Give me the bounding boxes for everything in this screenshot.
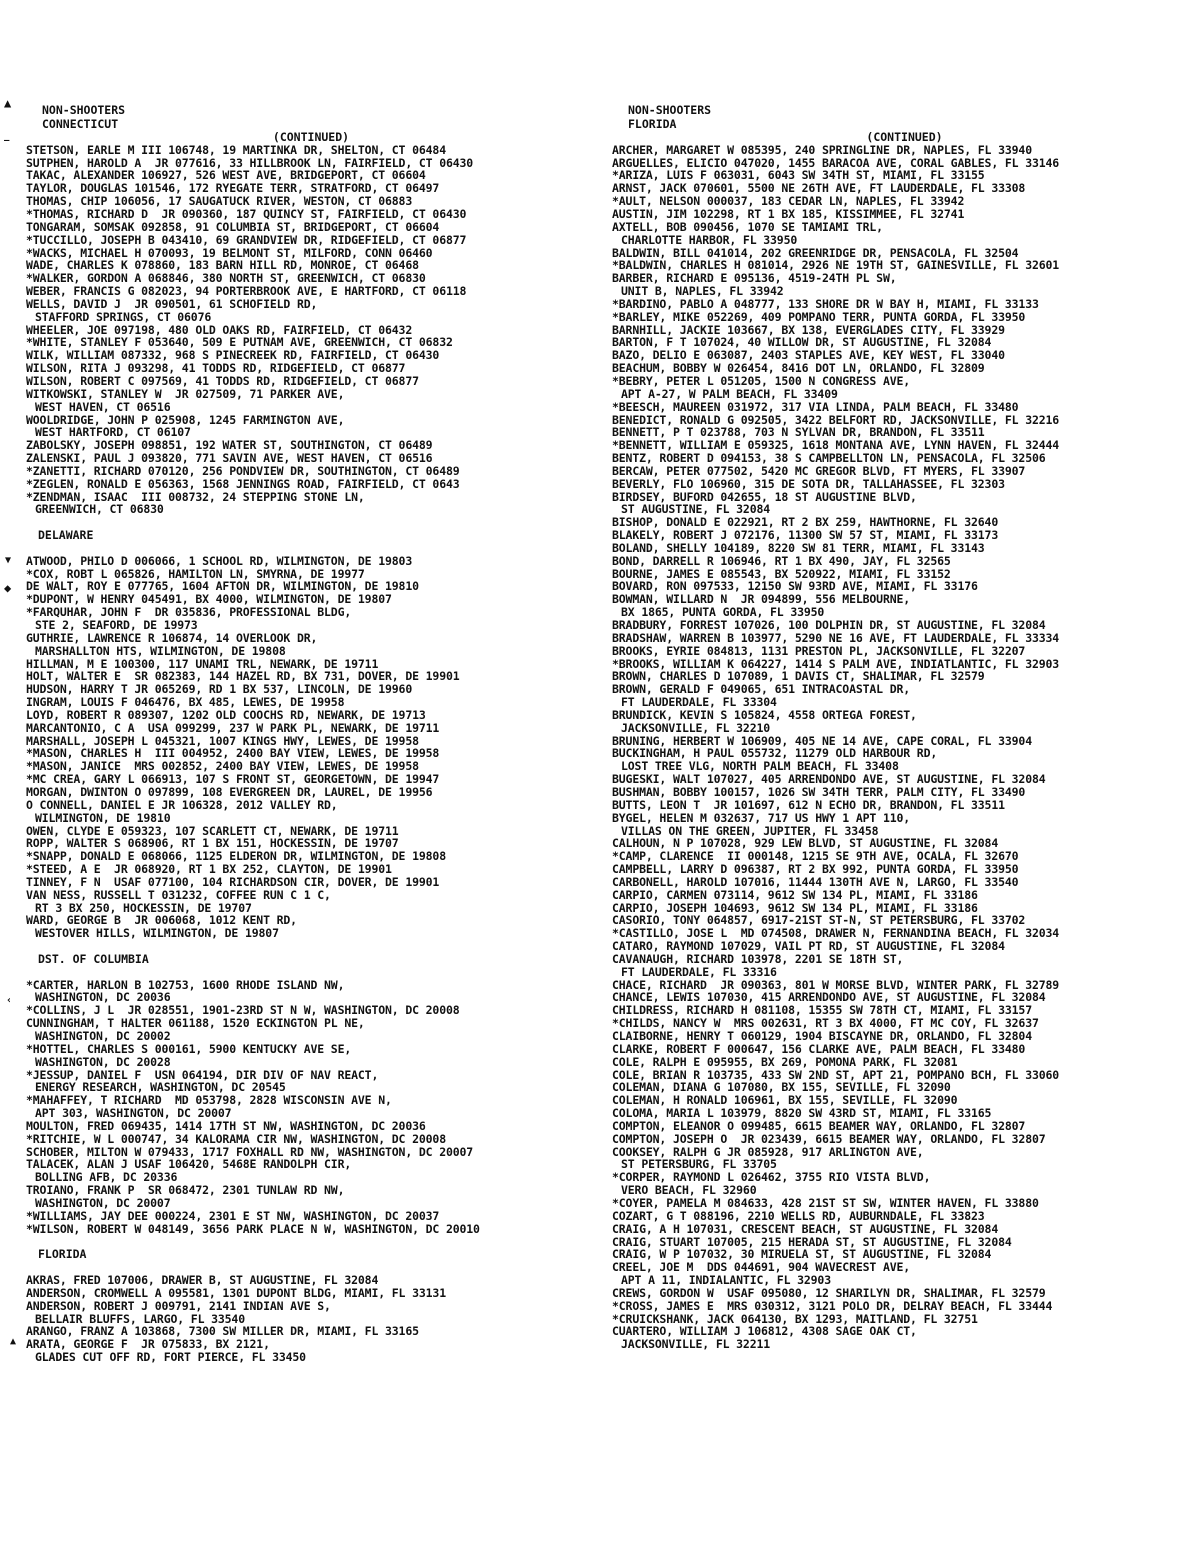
listing-entry: BOURNE, JAMES E 085543, BX 520922, MIAMI, FL 33152: [612, 566, 951, 581]
listing-entry: *BARLEY, MIKE 052269, 409 POMPANO TERR, PUNTA GORDA, FL 33950: [612, 309, 1026, 324]
listing-entry: BENNETT, P T 023788, 703 N SYLVAN DR, BRANDON, FL 33511: [612, 425, 985, 440]
listing-continuation: STE 2, SEAFORD, DE 19973: [35, 618, 198, 633]
listing-entry: HILLMAN, M E 100300, 117 UNAMI TRL, NEWARK, DE 19711: [26, 656, 379, 671]
listing-entry: *DUPONT, W HENRY 045491, BX 4000, WILMINGTON, DE 19807: [26, 592, 392, 607]
listing-entry: TALACEK, ALAN J USAF 106420, 5468E RANDOLPH CIR,: [26, 1157, 352, 1172]
listing-entry: *RITCHIE, W L 000747, 34 KALORAMA CIR NW, WASHINGTON, DC 20008: [26, 1131, 446, 1146]
listing-entry: SCHOBER, MILTON W 079433, 1717 FOXHALL RD NW, WASHINGTON, DC 20007: [26, 1144, 474, 1159]
listing-entry: BUGESKI, WALT 107027, 405 ARRENDONDO AVE, ST AUGUSTINE, FL 32084: [612, 772, 1046, 787]
listing-entry: CAMPBELL, LARRY D 096387, RT 2 BX 992, PUNTA GORDA, FL 33950: [612, 862, 1019, 877]
listing-entry: BOVARD, RON 097533, 12150 SW 93RD AVE, MIAMI, FL 33176: [612, 579, 978, 594]
listing-entry: ROPP, WALTER S 068906, RT 1 BX 151, HOCKESSIN, DE 19707: [26, 836, 399, 851]
listing-entry: ATWOOD, PHILO D 006066, 1 SCHOOL RD, WILMINGTON, DE 19803: [26, 553, 413, 568]
listing-entry: CUARTERO, WILLIAM J 106812, 4308 SAGE OAK CT,: [612, 1324, 917, 1339]
listing-entry: *WILLIAMS, JAY DEE 000224, 2301 E ST NW, WASHINGTON, DC 20037: [26, 1208, 440, 1223]
listing-entry: BEACHUM, BOBBY W 026454, 8416 DOT LN, ORLANDO, FL 32809: [612, 361, 985, 376]
listing-entry: BUSHMAN, BOBBY 100157, 1026 SW 34TH TERR, PALM CITY, FL 33490: [612, 784, 1026, 799]
listing-entry: CRAIG, W P 107032, 30 MIRUELA ST, ST AUGUSTINE, FL 32084: [612, 1247, 992, 1262]
listing-entry: BLAKELY, ROBERT J 072176, 11300 SW 57 ST, MIAMI, FL 33173: [612, 528, 999, 543]
scan-mark-arrow: ▲: [4, 96, 12, 110]
right-state-title: FLORIDA: [628, 117, 677, 131]
listing-entry: LOYD, ROBERT R 089307, 1202 OLD COOCHS RD, NEWARK, DE 19713: [26, 707, 426, 722]
listing-continuation: APT A-27, W PALM BEACH, FL 33409: [621, 386, 838, 401]
listing-entry: MARSHALL, JOSEPH L 045321, 1007 KINGS HWY, LEWES, DE 19958: [26, 733, 419, 748]
listing-entry: *CAMP, CLARENCE II 000148, 1215 SE 9TH AVE, OCALA, FL 32670: [612, 849, 1019, 864]
listing-entry: WILK, WILLIAM 087332, 968 S PINECREEK RD, FAIRFIELD, CT 06430: [26, 348, 440, 363]
listing-entry: *WACKS, MICHAEL H 070093, 19 BELMONT ST, MILFORD, CONN 06460: [26, 245, 433, 260]
listing-continuation: ST PETERSBURG, FL 33705: [621, 1157, 777, 1172]
listing-continuation: BOLLING AFB, DC 20336: [35, 1170, 178, 1185]
listing-entry: COLE, BRIAN R 103735, 433 SW 2ND ST, APT 21, POMPANO BCH, FL 33060: [612, 1067, 1060, 1082]
listing-continuation: UNIT B, NAPLES, FL 33942: [621, 284, 784, 299]
listing-entry: ANDERSON, CROMWELL A 095581, 1301 DUPONT BLDG, MIAMI, FL 33131: [26, 1285, 446, 1300]
listing-entry: CALHOUN, N P 107028, 929 LEW BLVD, ST AUGUSTINE, FL 32084: [612, 836, 999, 851]
listing-continuation: CHARLOTTE HARBOR, FL 33950: [621, 232, 798, 247]
listing-entry: *WALKER, GORDON A 068846, 380 NORTH ST, GREENWICH, CT 06830: [26, 271, 426, 286]
listing-entry: CLARKE, ROBERT F 000647, 156 CLARKE AVE, PALM BEACH, FL 33480: [612, 1041, 1026, 1056]
listing-entry: BERCAW, PETER 077502, 5420 MC GREGOR BLVD, FT MYERS, FL 33907: [612, 463, 1026, 478]
listing-entry: *COX, ROBT L 065826, HAMILTON LN, SMYRNA, DE 19977: [26, 566, 365, 581]
listing-entry: MORGAN, DWINTON O 097899, 108 EVERGREEN DR, LAUREL, DE 19956: [26, 784, 433, 799]
scan-mark-hook: ▲: [10, 1336, 17, 1347]
state-heading: DELAWARE: [38, 528, 94, 543]
listing-entry: CHACE, RICHARD JR 090363, 801 W MORSE BLVD, WINTER PARK, FL 32789: [612, 977, 1060, 992]
listing-continuation: FT LAUDERDALE, FL 33304: [621, 695, 777, 710]
listing-entry: HUDSON, HARRY T JR 065269, RD 1 BX 537, LINCOLN, DE 19960: [26, 682, 413, 697]
listing-continuation: STAFFORD SPRINGS, CT 06076: [35, 309, 212, 324]
listing-entry: TINNEY, F N USAF 077100, 104 RICHARDSON CIR, DOVER, DE 19901: [26, 874, 440, 889]
listing-entry: AUSTIN, JIM 102298, RT 1 BX 185, KISSIMMEE, FL 32741: [612, 207, 965, 222]
listing-continuation: LOST TREE VLG, NORTH PALM BEACH, FL 33408: [621, 759, 899, 774]
listing-entry: *THOMAS, RICHARD D JR 090360, 187 QUINCY ST, FAIRFIELD, CT 06430: [26, 207, 467, 222]
listing-entry: ARANGO, FRANZ A 103868, 7300 SW MILLER DR, MIAMI, FL 33165: [26, 1324, 419, 1339]
listing-entry: WARD, GEORGE B JR 006068, 1012 KENT RD,: [26, 913, 297, 928]
listing-entry: ZALENSKI, PAUL J 093820, 771 SAVIN AVE, WEST HAVEN, CT 06516: [26, 451, 433, 466]
listing-continuation: FT LAUDERDALE, FL 33316: [621, 964, 777, 979]
listing-entry: *BEESCH, MAUREEN 031972, 317 VIA LINDA, PALM BEACH, FL 33480: [612, 399, 1019, 414]
listing-entry: *CROSS, JAMES E MRS 030312, 3121 POLO DR, DELRAY BEACH, FL 33444: [612, 1298, 1053, 1313]
listing-entry: BOND, DARRELL R 106946, RT 1 BX 490, JAY, FL 32565: [612, 553, 951, 568]
listing-entry: THOMAS, CHIP 106056, 17 SAUGATUCK RIVER, WESTON, CT 06883: [26, 194, 413, 209]
listing-entry: BRADSHAW, WARREN B 103977, 5290 NE 16 AVE, FT LAUDERDALE, FL 33334: [612, 630, 1060, 645]
listing-entry: COLE, RALPH E 095955, BX 269, POMONA PARK, FL 32081: [612, 1054, 958, 1069]
listing-entry: WOOLDRIDGE, JOHN P 025908, 1245 FARMINGTON AVE,: [26, 412, 345, 427]
listing-entry: COLEMAN, H RONALD 106961, BX 155, SEVILLE, FL 32090: [612, 1093, 958, 1108]
listing-entry: MARCANTONIO, C A USA 099299, 237 W PARK PL, NEWARK, DE 19711: [26, 720, 440, 735]
listing-entry: *COLLINS, J L JR 028551, 1901-23RD ST N W, WASHINGTON, DC 20008: [26, 1003, 460, 1018]
listing-entry: COMPTON, JOSEPH O JR 023439, 6615 BEAMER WAY, ORLANDO, FL 32807: [612, 1131, 1046, 1146]
listing-entry: BROWN, GERALD F 049065, 651 INTRACOASTAL DR,: [612, 682, 911, 697]
listing-entry: DE WALT, ROY E 077765, 1604 AFTON DR, WILMINGTON, DE 19810: [26, 579, 419, 594]
listing-entry: BUCKINGHAM, H PAUL 055732, 11279 OLD HARBOUR RD,: [612, 746, 938, 761]
listing-entry: BENTZ, ROBERT D 094153, 38 S CAMPBELLTON LN, PENSACOLA, FL 32506: [612, 451, 1046, 466]
listing-continuation: RT 3 BX 250, HOCKESSIN, DE 19707: [35, 900, 252, 915]
scan-mark-tick: ▼: [5, 555, 12, 566]
listing-entry: WILSON, ROBERT C 097569, 41 TODDS RD, RIDGEFIELD, CT 06877: [26, 373, 419, 388]
listing-entry: CREWS, GORDON W USAF 095080, 12 SHARILYN DR, SHALIMAR, FL 32579: [612, 1285, 1046, 1300]
listing-entry: CLAIBORNE, HENRY T 060129, 1904 BISCAYNE DR, ORLANDO, FL 32804: [612, 1029, 1032, 1044]
listing-continuation: BELLAIR BLUFFS, LARGO, FL 33540: [35, 1311, 245, 1326]
listing-entry: VAN NESS, RUSSELL T 031232, COFFEE RUN C 1 C,: [26, 887, 331, 902]
listing-entry: BRADBURY, FORREST 107026, 100 DOLPHIN DR, ST AUGUSTINE, FL 32084: [612, 618, 1046, 633]
listing-entry: *CARTER, HARLON B 102753, 1600 RHODE ISLAND NW,: [26, 977, 345, 992]
listing-entry: CRAIG, A H 107031, CRESCENT BEACH, ST AUGUSTINE, FL 32084: [612, 1221, 999, 1236]
scan-mark-bullet: ◆: [4, 581, 12, 595]
listing-entry: BUTTS, LEON T JR 101697, 612 N ECHO DR, BRANDON, FL 33511: [612, 797, 1005, 812]
listing-entry: WADE, CHARLES K 078860, 183 BARN HILL RD, MONROE, CT 06468: [26, 258, 419, 273]
scan-mark-lt: ‹: [6, 995, 13, 1006]
listing-entry: *ZEGLEN, RONALD E 056363, 1568 JENNINGS ROAD, FAIRFIELD, CT 0643: [26, 476, 460, 491]
spacer: [26, 966, 596, 979]
listing-entry: GUTHRIE, LAWRENCE R 106874, 14 OVERLOOK DR,: [26, 630, 318, 645]
listing-entry: AKRAS, FRED 107006, DRAWER B, ST AUGUSTINE, FL 32084: [26, 1273, 379, 1288]
right-column: [612, 103, 1197, 1351]
listing-entry: *ARIZA, LUIS F 063031, 6043 SW 34TH ST, MIAMI, FL 33155: [612, 168, 985, 183]
listing-entry: BENEDICT, RONALD G 092505, 3422 BELFORT RD, JACKSONVILLE, FL 32216: [612, 412, 1060, 427]
listing-entry: BARNHILL, JACKIE 103667, BX 138, EVERGLADES CITY, FL 33929: [612, 322, 1005, 337]
listing-entry: *MASON, CHARLES H III 004952, 2400 BAY VIEW, LEWES, DE 19958: [26, 746, 440, 761]
listing-entry: WILSON, RITA J 093298, 41 TODDS RD, RIDGEFIELD, CT 06877: [26, 361, 406, 376]
listing-entry: WITKOWSKI, STANLEY W JR 027509, 71 PARKER AVE,: [26, 386, 345, 401]
listing-entry: SUTPHEN, HAROLD A JR 077616, 33 HILLBROOK LN, FAIRFIELD, CT 06430: [26, 155, 474, 170]
listing-continuation: ST AUGUSTINE, FL 32084: [621, 502, 771, 517]
listing-entry: BEVERLY, FLO 106960, 315 DE SOTA DR, TALLAHASSEE, FL 32303: [612, 476, 1005, 491]
listing-continuation: VILLAS ON THE GREEN, JUPITER, FL 33458: [621, 823, 879, 838]
left-column: [26, 103, 596, 1364]
listing-entry: *WILSON, ROBERT W 048149, 3656 PARK PLACE N W, WASHINGTON, DC 20010: [26, 1221, 480, 1236]
listing-continuation: JACKSONVILLE, FL 32210: [621, 720, 771, 735]
right-listing: [612, 144, 1197, 1351]
listing-entry: HOLT, WALTER E SR 082383, 144 HAZEL RD, BX 731, DOVER, DE 19901: [26, 669, 460, 684]
listing-entry: COOKSEY, RALPH G JR 085928, 917 ARLINGTON AVE,: [612, 1144, 924, 1159]
listing-entry: CARBONELL, HAROLD 107016, 11444 130TH AVE N, LARGO, FL 33540: [612, 874, 1019, 889]
listing-entry: *ZENDMAN, ISAAC III 008732, 24 STEPPING STONE LN,: [26, 489, 365, 504]
listing-entry: *TUCCILLO, JOSEPH B 043410, 69 GRANDVIEW DR, RIDGEFIELD, CT 06877: [26, 232, 467, 247]
listing-entry: *BROOKS, WILLIAM K 064227, 1414 S PALM AVE, INDIATLANTIC, FL 32903: [612, 656, 1060, 671]
listing-entry: *BEBRY, PETER L 051205, 1500 N CONGRESS AVE,: [612, 373, 911, 388]
listing-entry: *CHILDS, NANCY W MRS 002631, RT 3 BX 4000, FT MC COY, FL 32637: [612, 1016, 1039, 1031]
listing-entry: ANDERSON, ROBERT J 009791, 2141 INDIAN AVE S,: [26, 1298, 331, 1313]
listing-entry: *WHITE, STANLEY F 053640, 509 E PUTNAM AVE, GREENWICH, CT 06832: [26, 335, 453, 350]
listing-entry: *MASON, JANICE MRS 002852, 2400 BAY VIEW, LEWES, DE 19958: [26, 759, 419, 774]
right-continued-label: (CONTINUED): [866, 130, 943, 144]
listing-entry: ARCHER, MARGARET W 085395, 240 SPRINGLINE DR, NAPLES, FL 33940: [612, 142, 1032, 157]
listing-entry: *STEED, A E JR 068920, RT 1 BX 252, CLAYTON, DE 19901: [26, 862, 392, 877]
listing-entry: TONGARAM, SOMSAK 092858, 91 COLUMBIA ST, BRIDGEPORT, CT 06604: [26, 219, 440, 234]
listing-entry: BAZO, DELIO E 063087, 2403 STAPLES AVE, KEY WEST, FL 33040: [612, 348, 1005, 363]
listing-entry: BROOKS, EYRIE 084813, 1131 PRESTON PL, JACKSONVILLE, FL 32207: [612, 643, 1026, 658]
listing-entry: CARPIO, CARMEN 073114, 9612 SW 134 PL, MIAMI, FL 33186: [612, 887, 978, 902]
listing-continuation: WILMINGTON, DE 19810: [35, 810, 171, 825]
listing-continuation: WEST HAVEN, CT 06516: [35, 399, 171, 414]
listing-entry: CARPIO, JOSEPH 104693, 9612 SW 134 PL, MIAMI, FL 33186: [612, 900, 978, 915]
listing-entry: CHANCE, LEWIS 107030, 415 ARRENDONDO AVE, ST AUGUSTINE, FL 32084: [612, 990, 1046, 1005]
listing-entry: *SNAPP, DONALD E 068066, 1125 ELDERON DR, WILMINGTON, DE 19808: [26, 849, 446, 864]
listing-continuation: WASHINGTON, DC 20002: [35, 1029, 171, 1044]
listing-continuation: APT 303, WASHINGTON, DC 20007: [35, 1106, 232, 1121]
listing-entry: ARGUELLES, ELICIO 047020, 1455 BARACOA AVE, CORAL GABLES, FL 33146: [612, 155, 1060, 170]
listing-entry: CAVANAUGH, RICHARD 103978, 2201 SE 18TH ST,: [612, 951, 904, 966]
listing-continuation: VERO BEACH, FL 32960: [621, 1183, 757, 1198]
listing-entry: CATARO, RAYMOND 107029, VAIL PT RD, ST AUGUSTINE, FL 32084: [612, 939, 1005, 954]
listing-entry: COLEMAN, DIANA G 107080, BX 155, SEVILLE, FL 32090: [612, 1080, 951, 1095]
listing-entry: CRAIG, STUART 107005, 215 HERADA ST, ST AUGUSTINE, FL 32084: [612, 1234, 1012, 1249]
listing-entry: INGRAM, LOUIS F 046476, BX 485, LEWES, DE 19958: [26, 695, 345, 710]
listing-entry: WELLS, DAVID J JR 090501, 61 SCHOFIELD RD,: [26, 296, 318, 311]
listing-entry: CREEL, JOE M DDS 044691, 904 WAVECREST AVE,: [612, 1260, 911, 1275]
listing-continuation: JACKSONVILLE, FL 32211: [621, 1337, 771, 1352]
listing-entry: *JESSUP, DANIEL F USN 064194, DIR DIV OF NAV REACT,: [26, 1067, 379, 1082]
listing-entry: BARBER, RICHARD E 095136, 4519-24TH PL SW,: [612, 271, 897, 286]
listing-entry: WHEELER, JOE 097198, 480 OLD OAKS RD, FAIRFIELD, CT 06432: [26, 322, 413, 337]
listing-entry: MOULTON, FRED 069435, 1414 17TH ST NW, WASHINGTON, DC 20036: [26, 1118, 426, 1133]
listing-entry: BOWMAN, WILLARD N JR 094899, 556 MELBOURNE,: [612, 592, 911, 607]
listing-entry: STETSON, EARLE M III 106748, 19 MARTINKA DR, SHELTON, CT 06484: [26, 142, 446, 157]
listing-entry: *COYER, PAMELA M 084633, 428 21ST ST SW, WINTER HAVEN, FL 33880: [612, 1195, 1039, 1210]
listing-entry: TAYLOR, DOUGLAS 101546, 172 RYEGATE TERR, STRATFORD, CT 06497: [26, 181, 440, 196]
listing-entry: BRUNDICK, KEVIN S 105824, 4558 ORTEGA FOREST,: [612, 707, 917, 722]
listing-entry: COLOMA, MARIA L 103979, 8820 SW 43RD ST, MIAMI, FL 33165: [612, 1106, 992, 1121]
listing-entry: BALDWIN, BILL 041014, 202 GREENRIDGE DR, PENSACOLA, FL 32504: [612, 245, 1019, 260]
listing-entry: BRUNING, HERBERT W 106909, 405 NE 14 AVE, CAPE CORAL, FL 33904: [612, 733, 1032, 748]
listing-entry: CASORIO, TONY 064857, 6917-21ST ST-N, ST PETERSBURG, FL 33702: [612, 913, 1026, 928]
listing-entry: O CONNELL, DANIEL E JR 106328, 2012 VALLEY RD,: [26, 797, 338, 812]
spacer: [26, 516, 596, 529]
listing-entry: ARNST, JACK 070601, 5500 NE 26TH AVE, FT LAUDERDALE, FL 33308: [612, 181, 1026, 196]
left-listing: [26, 144, 596, 1364]
listing-entry: *AULT, NELSON 000037, 183 CEDAR LN, NAPLES, FL 33942: [612, 194, 965, 209]
listing-entry: BYGEL, HELEN M 032637, 717 US HWY 1 APT 110,: [612, 810, 911, 825]
right-section-title: NON-SHOOTERS: [628, 103, 712, 117]
listing-entry: WEBER, FRANCIS G 082023, 94 PORTERBROOK AVE, E HARTFORD, CT 06118: [26, 284, 467, 299]
listing-entry: *FARQUHAR, JOHN F DR 035836, PROFESSIONAL BLDG,: [26, 605, 352, 620]
listing-entry: TAKAC, ALEXANDER 106927, 526 WEST AVE, BRIDGEPORT, CT 06604: [26, 168, 426, 183]
listing-entry: BIRDSEY, BUFORD 042655, 18 ST AUGUSTINE BLVD,: [612, 489, 917, 504]
listing-continuation: WASHINGTON, DC 20028: [35, 1054, 171, 1069]
spacer: [26, 1236, 596, 1249]
listing-continuation: MARSHALLTON HTS, WILMINGTON, DE 19808: [35, 643, 286, 658]
listing-entry: CHILDRESS, RICHARD H 081108, 15355 SW 78TH CT, MIAMI, FL 33157: [612, 1003, 1032, 1018]
listing-entry: AXTELL, BOB 090456, 1070 SE TAMIAMI TRL,: [612, 219, 883, 234]
listing-entry: *MC CREA, GARY L 066913, 107 S FRONT ST, GEORGETOWN, DE 19947: [26, 772, 440, 787]
listing-entry: *CRUICKSHANK, JACK 064130, BX 1293, MAITLAND, FL 32751: [612, 1311, 978, 1326]
listing-entry: *ZANETTI, RICHARD 070120, 256 PONDVIEW DR, SOUTHINGTON, CT 06489: [26, 463, 460, 478]
listing-entry: COZART, G T 088196, 2210 WELLS RD, AUBURNDALE, FL 33823: [612, 1208, 985, 1223]
scan-mark-dash: —: [4, 136, 10, 146]
listing-entry: COMPTON, ELEANOR O 099485, 6615 BEAMER WAY, ORLANDO, FL 32807: [612, 1118, 1026, 1133]
state-heading: DST. OF COLUMBIA: [38, 951, 149, 966]
listing-entry: TROIANO, FRANK P SR 068472, 2301 TUNLAW RD NW,: [26, 1183, 345, 1198]
spacer: [26, 542, 596, 555]
state-heading: FLORIDA: [38, 1247, 87, 1262]
listing-entry: ZABOLSKY, JOSEPH 098851, 192 WATER ST, SOUTHINGTON, CT 06489: [26, 438, 433, 453]
left-continued-label: (CONTINUED): [272, 130, 350, 144]
listing-continuation: APT A 11, INDIALANTIC, FL 32903: [621, 1273, 831, 1288]
listing-entry: BOLAND, SHELLY 104189, 8220 SW 81 TERR, MIAMI, FL 33143: [612, 540, 985, 555]
listing-entry: BISHOP, DONALD E 022921, RT 2 BX 259, HAWTHORNE, FL 32640: [612, 515, 999, 530]
listing-entry: *CORPER, RAYMOND L 026462, 3755 RIO VISTA BLVD,: [612, 1170, 931, 1185]
listing-continuation: WESTOVER HILLS, WILMINGTON, DE 19807: [35, 926, 279, 941]
listing-continuation: WASHINGTON, DC 20007: [35, 1195, 171, 1210]
listing-entry: BARTON, F T 107024, 40 WILLOW DR, ST AUGUSTINE, FL 32084: [612, 335, 992, 350]
listing-entry: *BENNETT, WILLIAM E 059325, 1618 MONTANA AVE, LYNN HAVEN, FL 32444: [612, 438, 1060, 453]
listing-continuation: GLADES CUT OFF RD, FORT PIERCE, FL 33450: [35, 1350, 306, 1365]
left-section-title: NON-SHOOTERS: [42, 103, 126, 117]
listing-continuation: GREENWICH, CT 06830: [35, 502, 164, 517]
listing-entry: *HOTTEL, CHARLES S 000161, 5900 KENTUCKY AVE SE,: [26, 1041, 352, 1056]
listing-continuation: WASHINGTON, DC 20036: [35, 990, 171, 1005]
listing-continuation: ENERGY RESEARCH, WASHINGTON, DC 20545: [35, 1080, 286, 1095]
listing-continuation: BX 1865, PUNTA GORDA, FL 33950: [621, 605, 825, 620]
listing-entry: CUNNINGHAM, T HALTER 061188, 1520 ECKINGTON PL NE,: [26, 1016, 365, 1031]
listing-entry: *CASTILLO, JOSE L MD 074508, DRAWER N, FERNANDINA BEACH, FL 32034: [612, 926, 1060, 941]
listing-continuation: WEST HARTFORD, CT 06107: [35, 425, 191, 440]
listing-entry: OWEN, CLYDE E 059323, 107 SCARLETT CT, NEWARK, DE 19711: [26, 823, 399, 838]
listing-entry: BROWN, CHARLES D 107089, 1 DAVIS CT, SHALIMAR, FL 32579: [612, 669, 985, 684]
listing-entry: ARATA, GEORGE F JR 075833, BX 2121,: [26, 1337, 270, 1352]
left-state-title: CONNECTICUT: [42, 117, 119, 131]
listing-entry: *MAHAFFEY, T RICHARD MD 053798, 2828 WISCONSIN AVE N,: [26, 1093, 392, 1108]
listing-entry: *BALDWIN, CHARLES H 081014, 2926 NE 19TH ST, GAINESVILLE, FL 32601: [612, 258, 1060, 273]
listing-entry: *BARDINO, PABLO A 048777, 133 SHORE DR W BAY H, MIAMI, FL 33133: [612, 296, 1039, 311]
